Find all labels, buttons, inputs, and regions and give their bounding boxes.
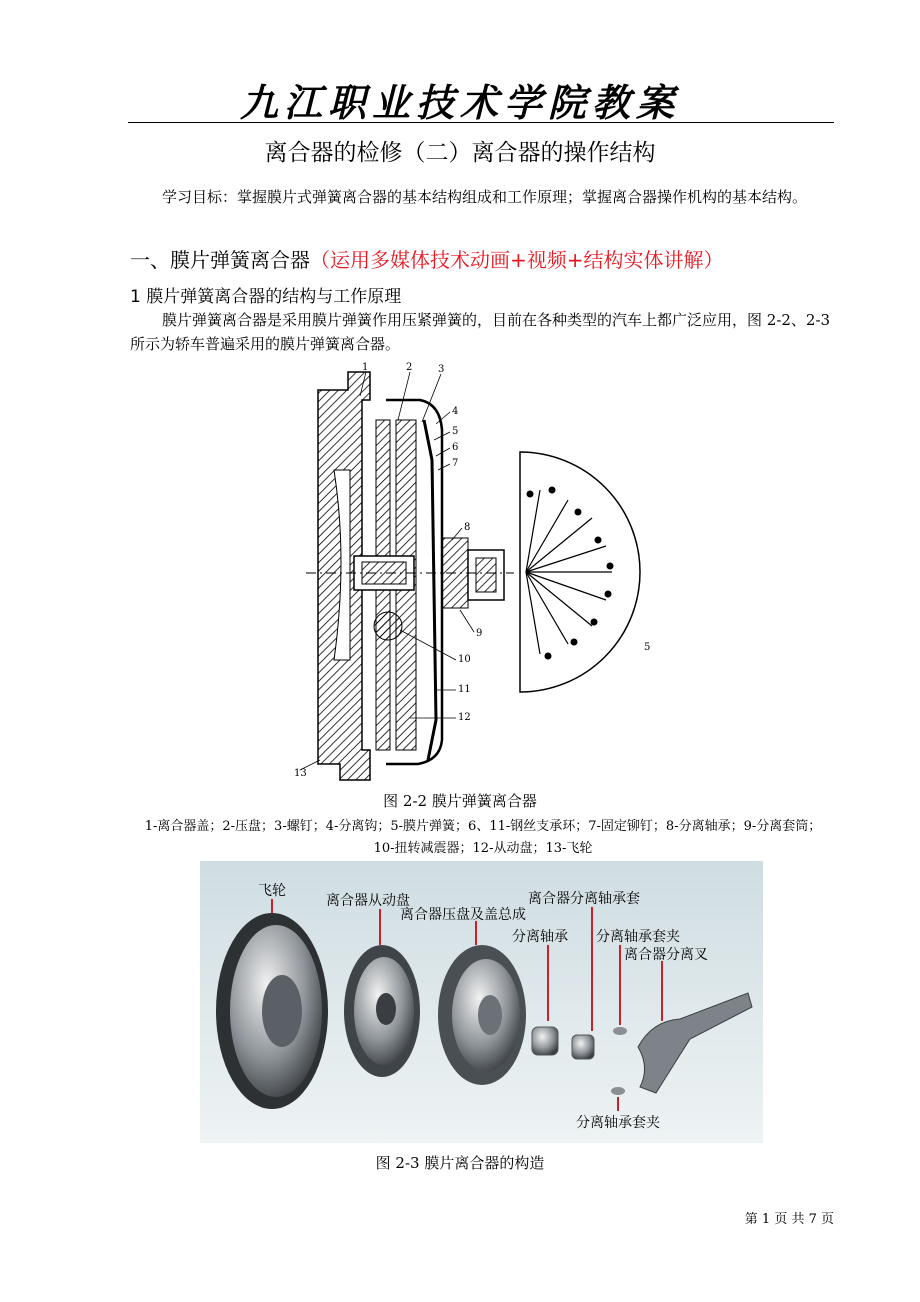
part-label: 离合器从动盘 <box>326 893 410 909</box>
document-title: 离合器的检修（二）离合器的操作结构 <box>264 140 656 166</box>
callout-label: 8 <box>464 522 471 533</box>
callout-label: 5 <box>452 426 459 437</box>
section-heading <box>130 244 724 273</box>
callout-label: 12 <box>458 712 471 723</box>
section-heading-note: （运用多媒体技术动画+视频+结构实体讲解） <box>310 248 724 272</box>
part-label: 分离轴承套夹 <box>576 1115 660 1131</box>
header-rule <box>128 122 834 123</box>
school-title: 九江职业技术学院教案 <box>239 80 680 125</box>
figure-caption: 图 2-3 膜片离合器的构造 <box>375 1154 545 1172</box>
callout-label: 9 <box>476 628 483 639</box>
callout-label: 13 <box>294 768 307 779</box>
callout-label: 2 <box>406 362 413 373</box>
section-heading-text: 一、膜片弹簧离合器 <box>130 248 310 272</box>
learning-objectives: 学习目标：掌握膜片式弹簧离合器的基本结构组成和工作原理；掌握离合器操作机构的基本结构。 <box>162 188 808 206</box>
part-label: 离合器压盘及盖总成 <box>400 907 526 923</box>
clutch-exploded-photo <box>200 861 763 1143</box>
part-label: 离合器分离轴承套 <box>528 891 640 907</box>
figure-caption: 图 2-2 膜片弹簧离合器 <box>383 792 537 810</box>
part-label: 分离轴承套夹 <box>596 929 680 945</box>
body-paragraph: 膜片弹簧离合器是采用膜片弹簧作用压紧弹簧的，目前在各种类型的汽车上都广泛应用，图 2-2、2-3 所示为轿车普遍采用的膜片弹簧离合器。 <box>130 311 831 353</box>
callout-label: 3 <box>438 364 445 375</box>
page-footer: 第 1 页 共 7 页 <box>744 1212 834 1227</box>
figure-legend <box>130 816 836 860</box>
figure-legend-line: 1-离合器盖；2-压盘；3-螺钉；4-分离钩；5-膜片弹簧；6、11-钢丝支承环；7-固定铆钉；8-分离轴承；9-分离套筒； <box>144 819 822 834</box>
part-label: 离合器分离叉 <box>624 947 708 963</box>
sub-heading: 1 膜片弹簧离合器的结构与工作原理 <box>130 287 402 307</box>
figure-legend-line: 10-扭转减震器；12-从动盘；13-飞轮 <box>373 841 593 856</box>
callout-label: 6 <box>452 442 459 453</box>
part-label: 飞轮 <box>258 883 286 899</box>
callout-label: 1 <box>362 362 369 373</box>
clutch-cross-section-figure <box>294 360 660 784</box>
callout-label: 5 <box>644 642 651 653</box>
callout-label: 11 <box>458 684 471 695</box>
part-label: 分离轴承 <box>512 929 568 945</box>
callout-label: 10 <box>458 654 471 665</box>
callout-label: 4 <box>452 406 459 417</box>
callout-label: 7 <box>452 458 459 469</box>
